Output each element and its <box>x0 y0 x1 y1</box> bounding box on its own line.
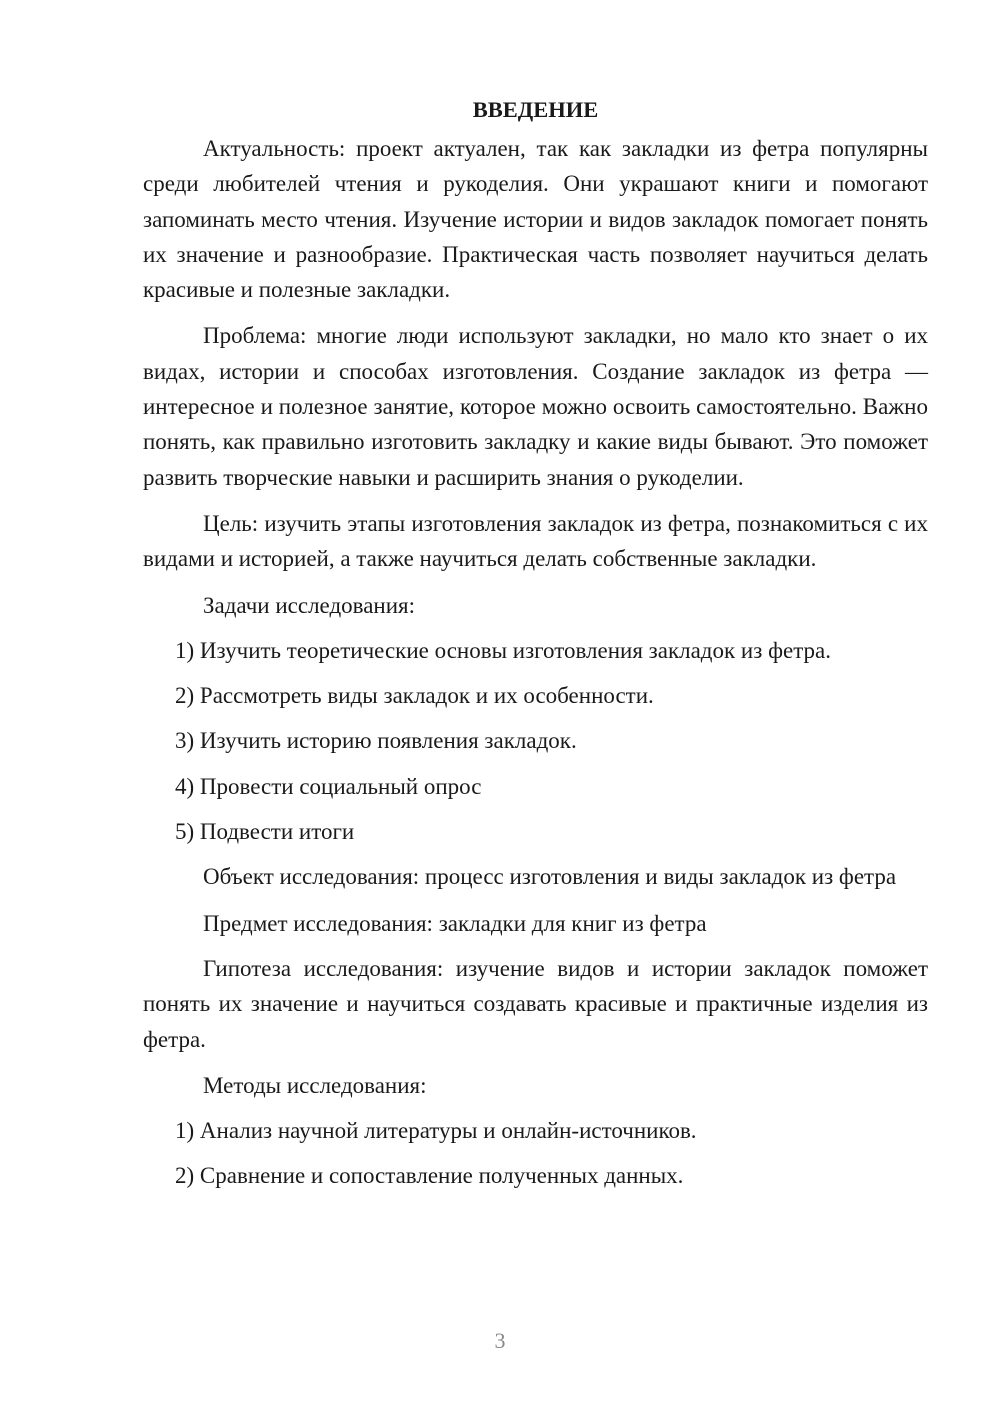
methods-list <box>143 1113 928 1194</box>
page-title: ВВЕДЕНИЕ <box>472 97 599 122</box>
page-number: 3 <box>494 1328 506 1353</box>
relevance-paragraph: Актуальность: проект актуален, так как закладки из фетра популярны среди любителей чтения и рукоделия. Они украшают книги и помогают запоминать место чтения. Изучение истории и видов закладок помогает понять их значение и разнообразие. Практическая часть позволяет научиться делать красивые и полезные закладки. <box>143 136 928 303</box>
list-item: 2) Сравнение и сопоставление полученных данных. <box>175 1163 684 1189</box>
tasks-heading: Задачи исследования: <box>203 592 416 618</box>
list-item: 4) Провести социальный опрос <box>175 773 482 799</box>
list-item: 5) Подвести итоги <box>175 819 355 845</box>
tasks-list <box>143 633 928 849</box>
list-item: 1) Анализ научной литературы и онлайн-источников. <box>175 1118 697 1144</box>
methods-heading: Методы исследования: <box>203 1072 427 1098</box>
subject-paragraph: Предмет исследования: закладки для книг из фетра <box>203 910 707 936</box>
list-item: 1) Изучить теоретические основы изготовления закладок из фетра. <box>175 637 831 663</box>
list-item: 2) Рассмотреть виды закладок и их особенности. <box>175 683 654 709</box>
problem-paragraph: Проблема: многие люди используют закладки, но мало кто знает о их видах, истории и способах изготовления. Создание закладок из фетра — интересное и полезное занятие, которое можно освоить самостоятельно. Важно понять, как правильно изготовить закладку и какие виды бывают. Это поможет развить творческие навыки и расширить знания о рукоделии. <box>143 323 928 490</box>
object-paragraph: Объект исследования: процесс изготовления и виды закладок из фетра <box>203 864 897 890</box>
list-item: 3) Изучить историю появления закладок. <box>175 728 577 754</box>
hypothesis-paragraph: Гипотеза исследования: изучение видов и истории закладок поможет понять их значение и научиться создавать красивые и практичные изделия из фетра. <box>143 955 928 1052</box>
goal-paragraph: Цель: изучить этапы изготовления закладок из фетра, познакомиться с их видами и историей, а также научиться делать собственные закладки. <box>143 510 928 572</box>
page-content <box>143 92 928 1204</box>
